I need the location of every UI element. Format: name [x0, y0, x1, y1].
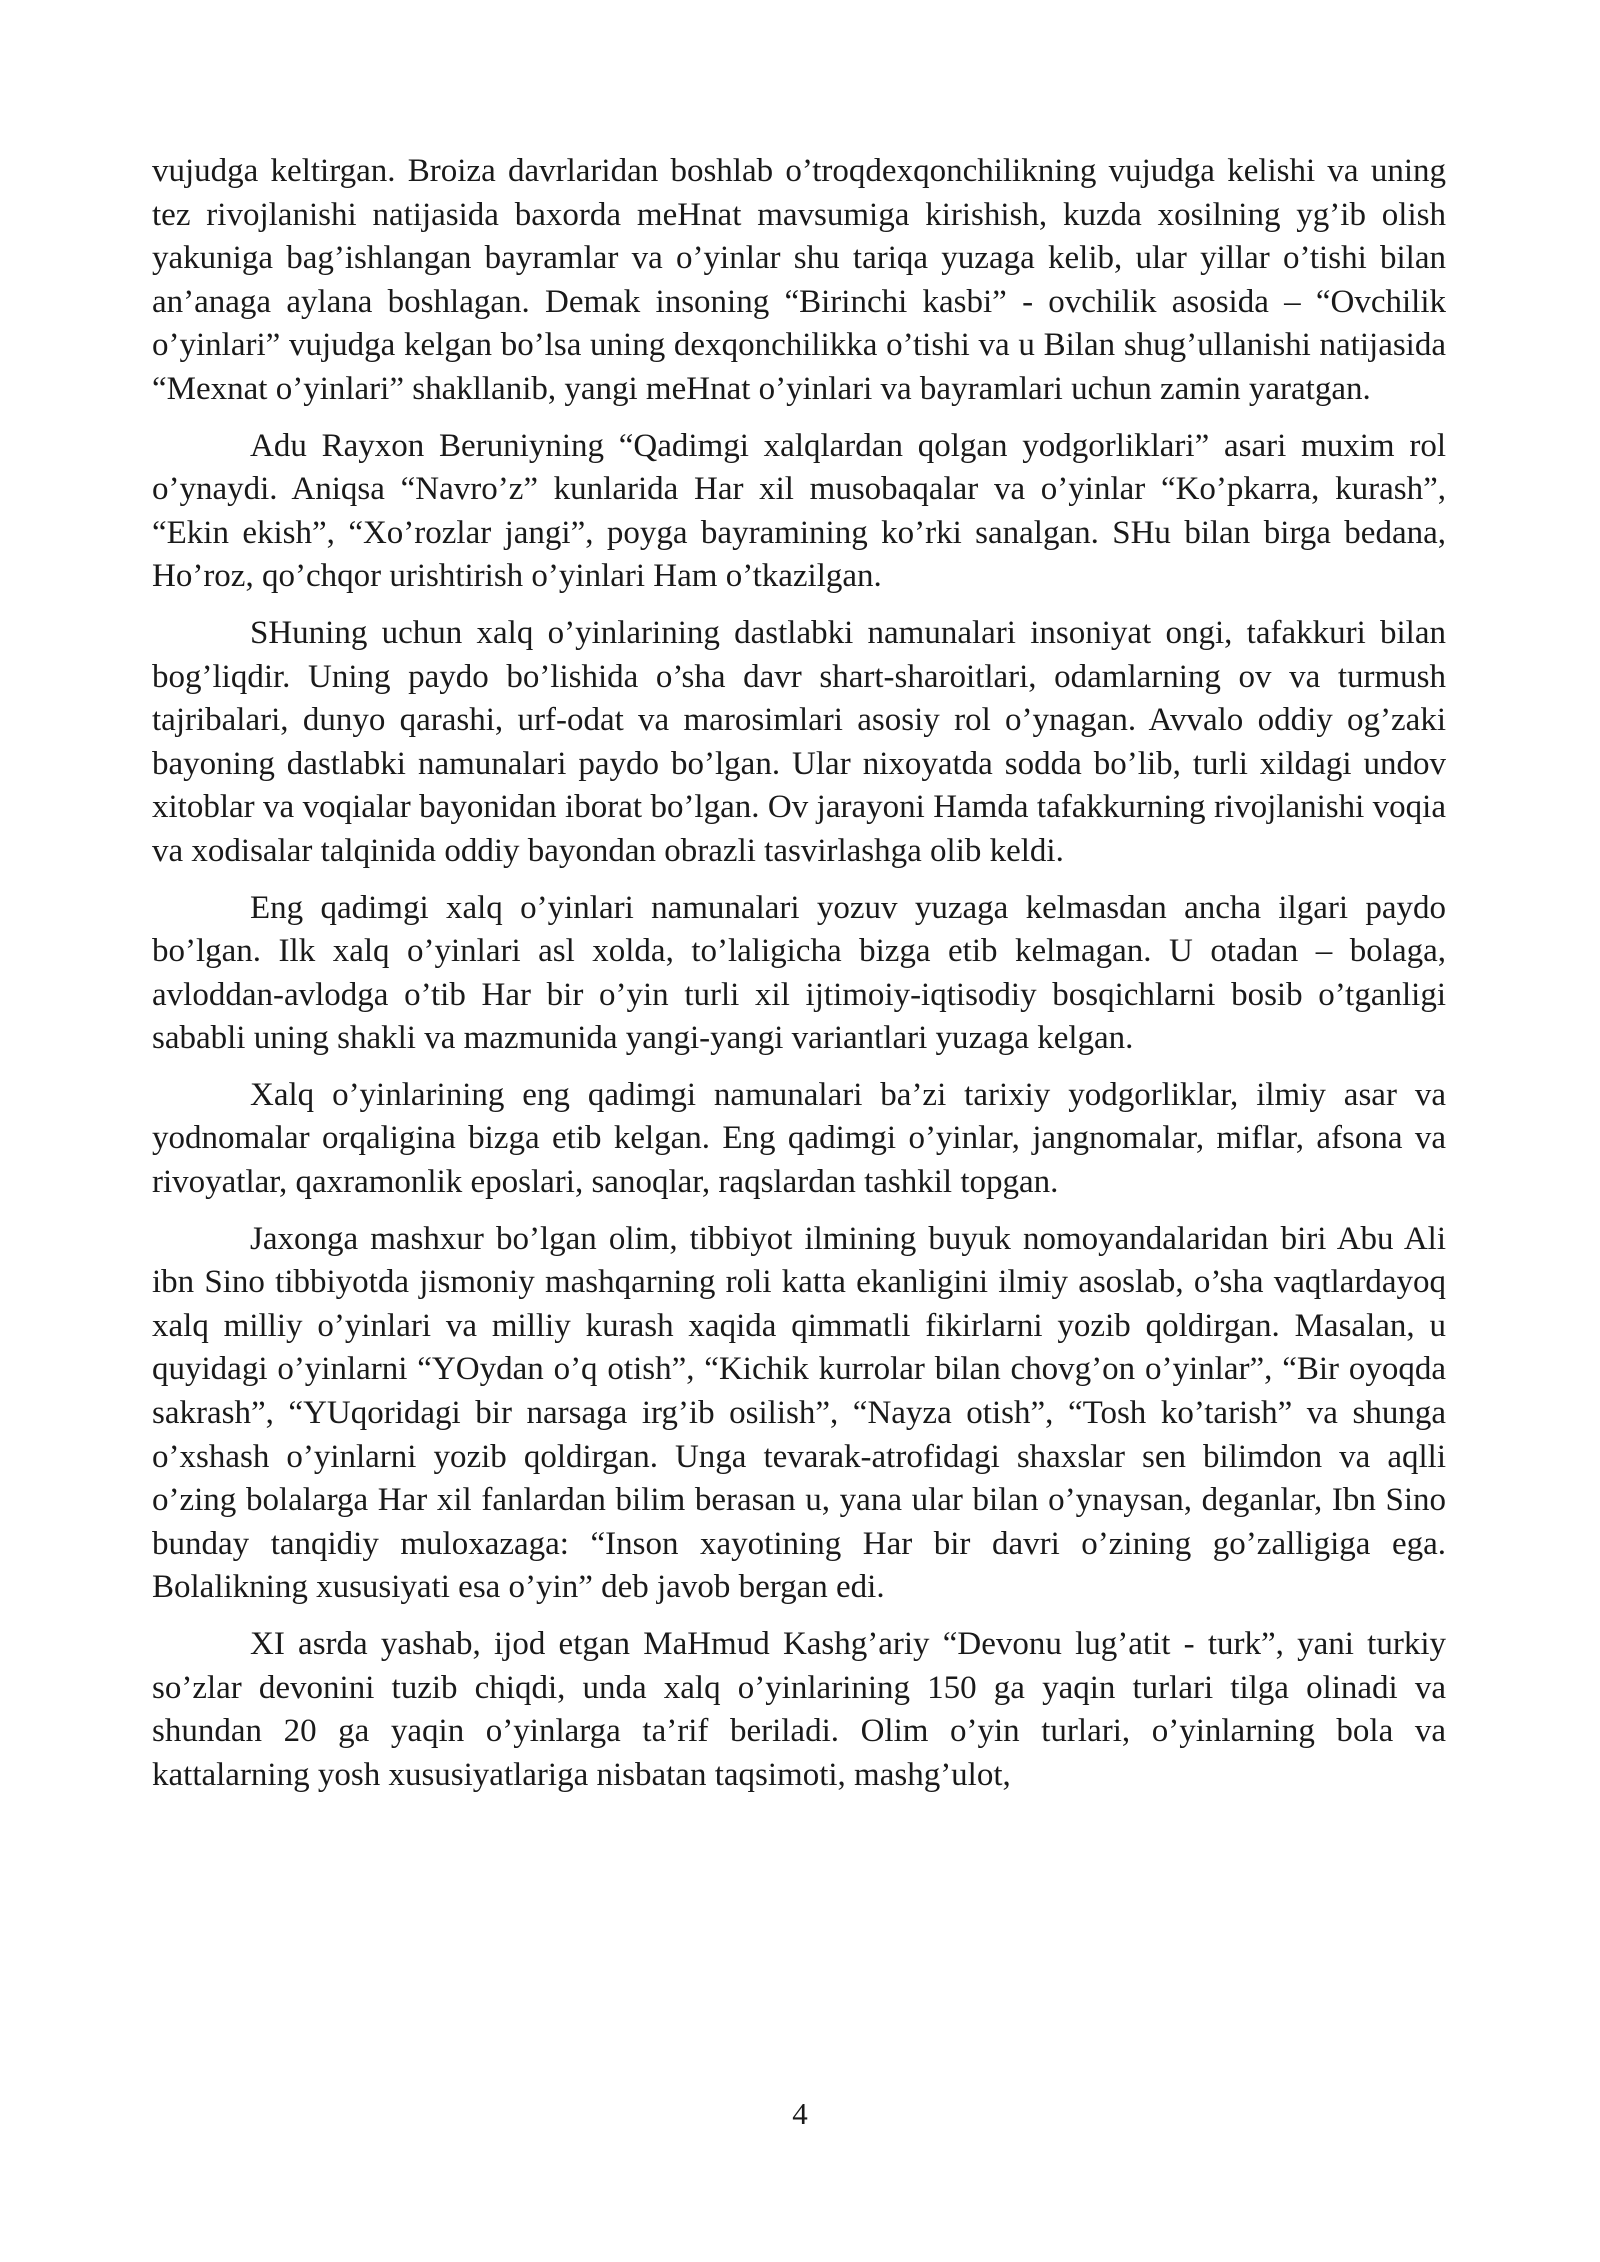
- paragraph-kashgari: XI asrda yashab, ijod etgan MaHmud Kashg’ariy “Devonu lug’atit - turk”, yani turkiy so’zlar devonini tuzib chiqdi, unda xalq o’yinlarining 150 ga yaqin turlari tilga olinadi va shundan 20 ga yaqin o’yinlarga ta’rif beriladi. Olim o’yin turlari, o’yinlarning bola va kattalarning yosh xususiyatlariga nisbatan taqsimoti, mashg’ulot,: [152, 1626, 1446, 1793]
- paragraph-origins: SHuning uchun xalq o’yinlarining dastlabki namunalari insoniyat ongi, tafakkuri bilan bog’liqdir. Uning paydo bo’lishida o’sha davr shart-sharoitlari, odamlarning ov va turmush tajribalari, dunyo qarashi, urf-odat va marosimlari asosiy rol o’ynagan. Avvalo oddiy og’zaki bayoning dastlabki namunalari paydo bo’lgan. Ular nixoyatda sodda bo’lib, turli xildagi undov xitoblar va voqialar bayonidan iborat bo’lgan. Ov jarayoni Hamda tafakkurning rivojlanishi voqia va xodisalar talqinida oddiy bayondan obrazli tasvirlashga olib keldi.: [152, 614, 1446, 869]
- paragraph-continuation: vujudga keltirgan. Broiza davrlaridan boshlab o’troqdexqonchilikning vujudga kelishi va uning tez rivojlanishi natijasida baxorda meHnat mavsumiga kirishish, kuzda xosilning yg’ib olish yakuniga bag’ishlangan bayramlar va o’yinlar shu tariqa yuzaga kelib, ular yillar o’tishi bilan an’anaga aylana boshlagan. Demak insoning “Birinchi kasbi” - ovchilik asosida – “Ovchilik o’yinlari” vujudga kelgan bo’lsa uning dexqonchilikka o’tishi va u Bilan shug’ullanishi natijasida “Mexnat o’yinlari” shakllanib, yangi meHnat o’yinlari va bayramlari uchun zamin yaratgan.: [152, 153, 1446, 407]
- paragraph-monuments: Xalq o’yinlarining eng qadimgi namunalari ba’zi tarixiy yodgorliklar, ilmiy asar va yodnomalar orqaligina bizga etib kelgan. Eng qadimgi o’yinlar, jangnomalar, miflar, afsona va rivoyatlar, qaxramonlik eposlari, sanoqlar, raqslardan tashkil topgan.: [152, 1076, 1446, 1201]
- document-body: [152, 150, 1446, 1810]
- paragraph-beruni: Adu Rayxon Beruniyning “Qadimgi xalqlardan qolgan yodgorliklari” asari muxim rol o’ynaydi. Aniqsa “Navro’z” kunlarida Har xil musobaqalar va o’yinlar “Ko’pkarra, kurash”, “Ekin ekish”, “Xo’rozlar jangi”, poyga bayramining ko’rki sanalgan. SHu bilan birga bedana, Ho’roz, qo’chqor urishtirish o’yinlari Ham o’tkazilgan.: [152, 427, 1446, 595]
- paragraph-ibn-sino: Jaxonga mashxur bo’lgan olim, tibbiyot ilmining buyuk nomoyandalaridan biri Abu Ali ibn Sino tibbiyotda jismoniy mashqarning roli katta ekanligini ilmiy asoslab, o’sha vaqtlardayoq xalq milliy o’yinlari va milliy kurash xaqida qimmatli fikirlarni yozib qoldirgan. Masalan, u quyidagi o’yinlarni “YOydan o’q otish”, “Kichik kurrolar bilan chovg’on o’yinlar”, “Bir oyoqda sakrash”, “YUqoridagi bir narsaga irg’ib osilish”, “Nayza otish”, “Tosh ko’tarish” va shunga o’xshash o’yinlarni yozib qoldirgan. Unga tevarak-atrofidagi shaxslar sen bilimdon va aqlli o’zing bolalarga Har xil fanlardan bilim berasan u, yana ular bilan o’ynaysan, deganlar, Ibn Sino bunday tanqidiy muloxazaga: “Inson xayotining Har bir davri o’zining go’zalligiga ega. Bolalikning xususiyati esa o’yin” deb javob bergan edi.: [152, 1220, 1446, 1606]
- page-number: 4: [792, 2096, 808, 2131]
- paragraph-ancient-games: Eng qadimgi xalq o’yinlari namunalari yozuv yuzaga kelmasdan ancha ilgari paydo bo’lgan. Ilk xalq o’yinlari asl xolda, to’laligicha bizga etib kelmagan. U otadan – bolaga, avloddan-avlodga o’tib Har bir o’yin turli xil ijtimoiy-iqtisodiy bosqichlarni bosib o’tganligi sababli uning shakli va mazmunida yangi-yangi variantlari yuzaga kelgan.: [152, 889, 1446, 1057]
